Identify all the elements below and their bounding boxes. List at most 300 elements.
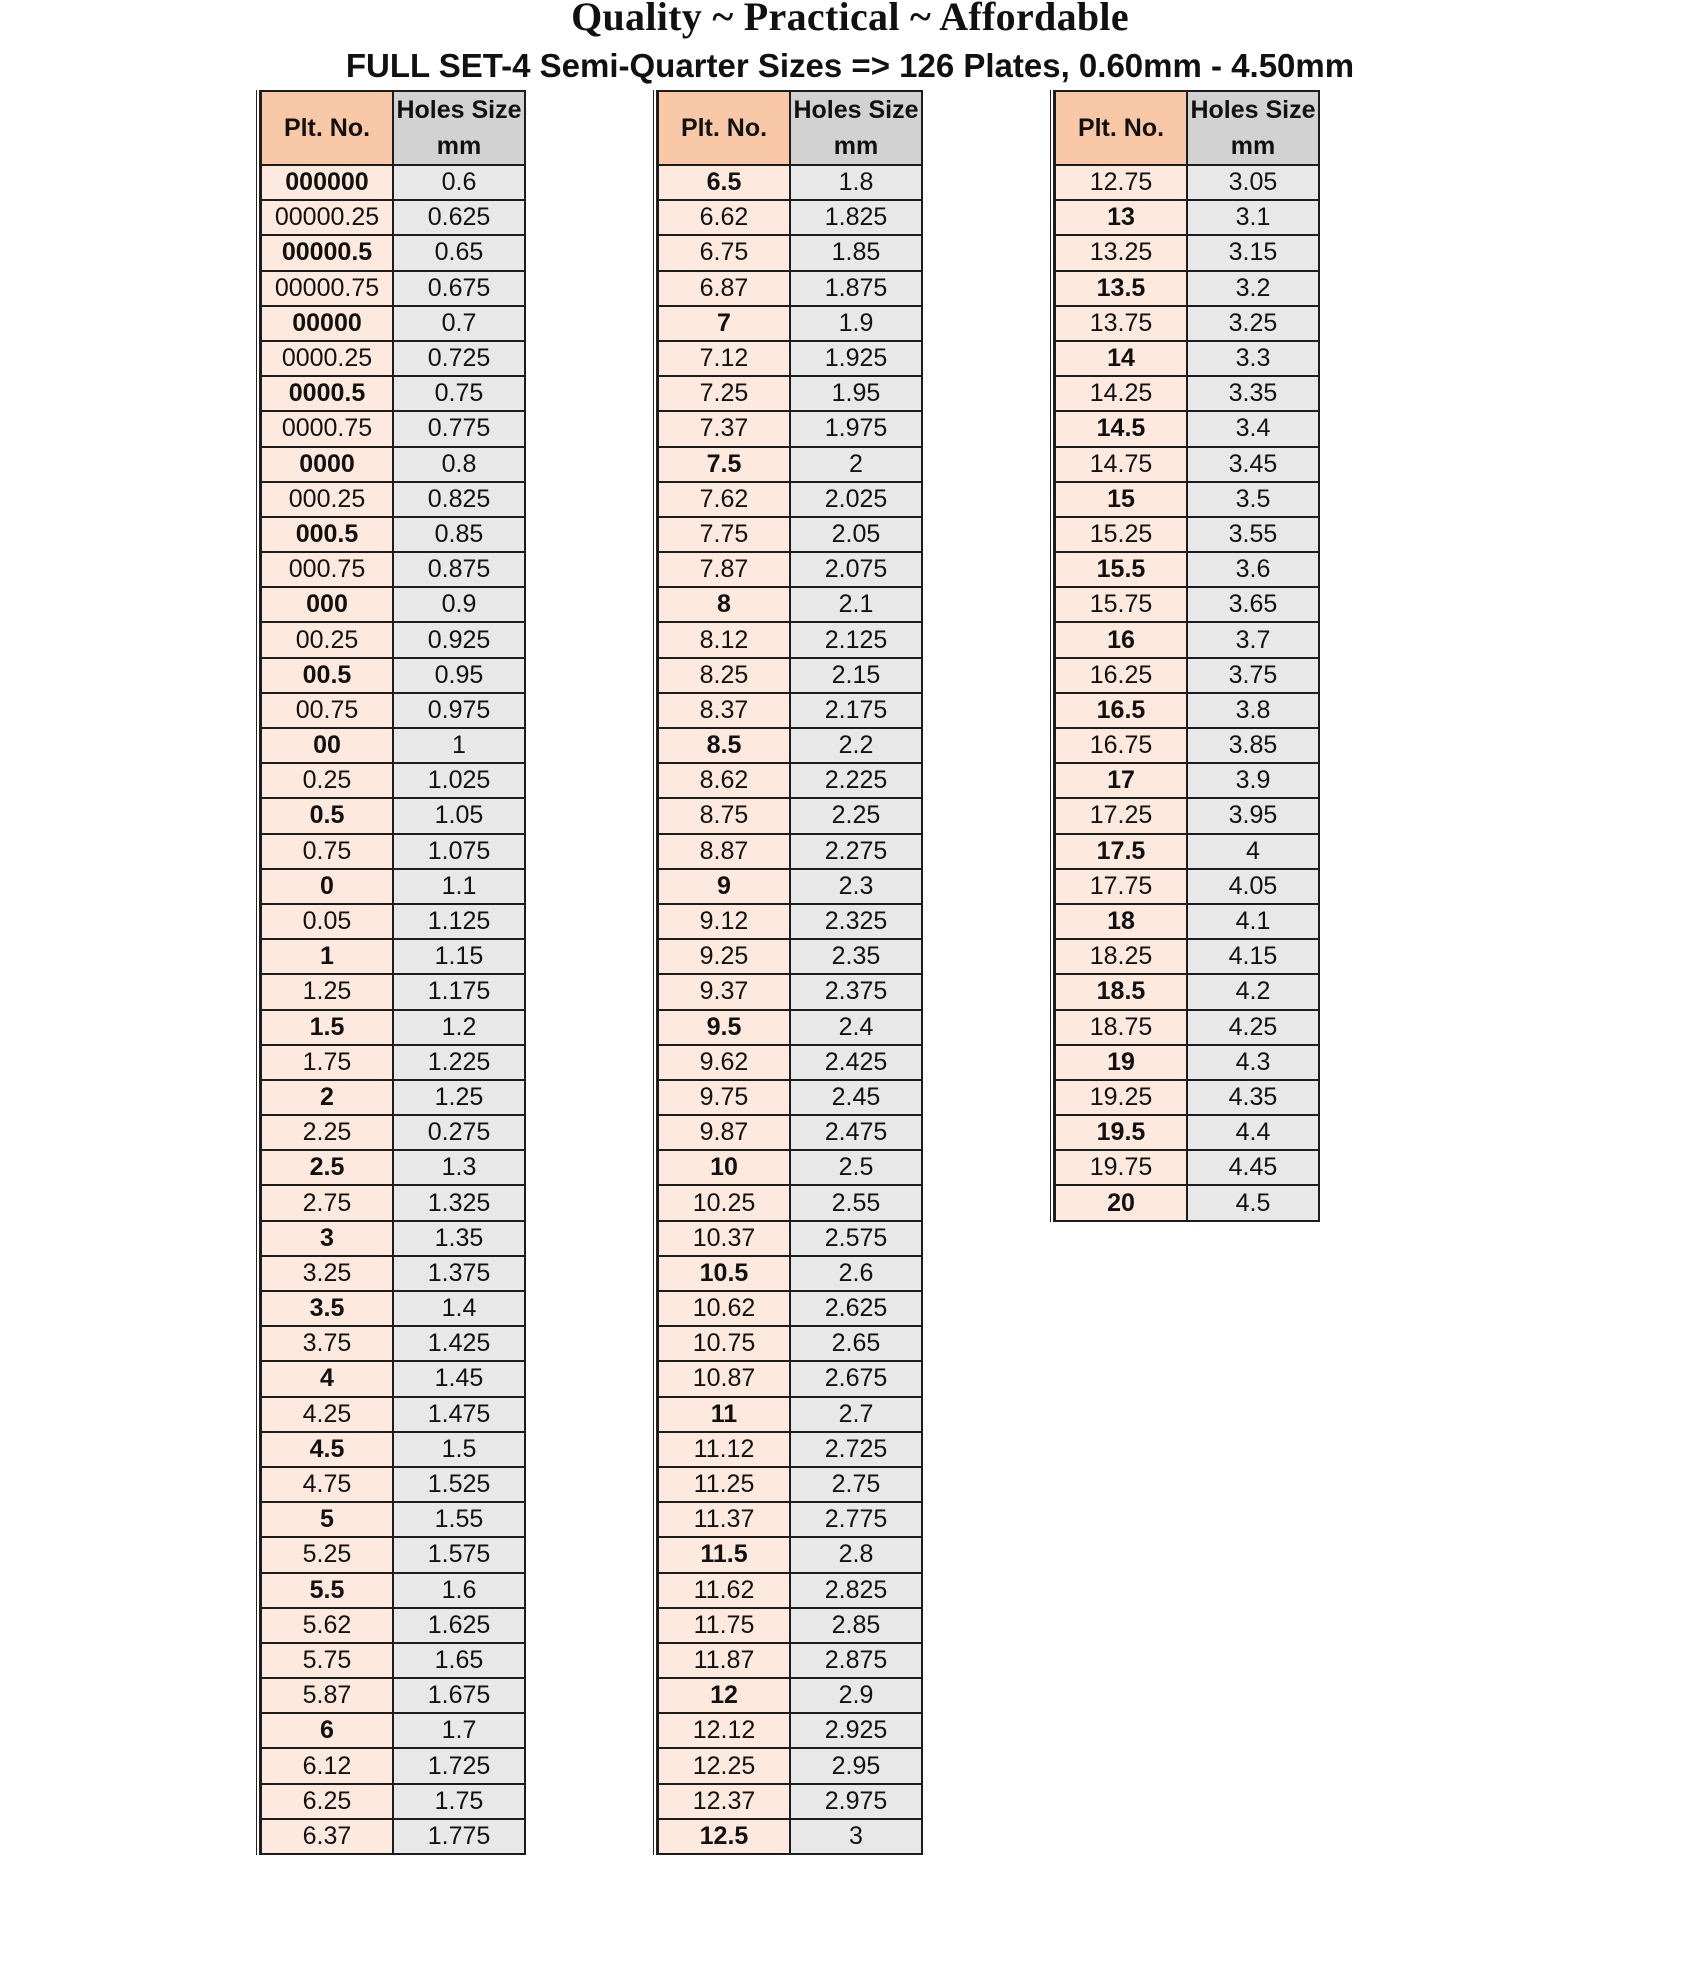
hole-size-cell: 2.025 <box>790 482 922 517</box>
hole-size-cell: 1.725 <box>393 1748 525 1783</box>
plate-number-cell: 17.25 <box>1055 798 1187 833</box>
plate-number-cell: 6.12 <box>261 1748 393 1783</box>
table-row <box>658 271 922 306</box>
table-row <box>658 1150 922 1185</box>
hole-size-cell: 1.575 <box>393 1537 525 1572</box>
table-row <box>658 235 922 270</box>
plate-number-cell: 16.5 <box>1055 693 1187 728</box>
hole-size-cell: 1.9 <box>790 306 922 341</box>
plate-number-cell: 10.37 <box>658 1221 790 1256</box>
plate-table-3 <box>1050 90 1320 1222</box>
plate-number-cell: 00000.5 <box>261 235 393 270</box>
table-row <box>1055 517 1319 552</box>
plate-number-cell: 7.87 <box>658 552 790 587</box>
table-row <box>1055 622 1319 657</box>
table-row <box>261 834 525 869</box>
plate-number-cell: 00000.75 <box>261 271 393 306</box>
plate-number-cell: 7.62 <box>658 482 790 517</box>
plate-number-cell: 3 <box>261 1221 393 1256</box>
hole-size-cell: 0.75 <box>393 376 525 411</box>
hole-size-cell: 2.5 <box>790 1150 922 1185</box>
hole-size-cell: 3.95 <box>1187 798 1319 833</box>
hole-size-cell: 3.55 <box>1187 517 1319 552</box>
table-row <box>261 974 525 1009</box>
plate-number-cell: 1.75 <box>261 1045 393 1080</box>
table-row <box>658 1045 922 1080</box>
table-row <box>658 1784 922 1819</box>
hole-size-cell: 0.675 <box>393 271 525 306</box>
hole-size-cell: 3.7 <box>1187 622 1319 657</box>
plate-number-cell: 10.75 <box>658 1326 790 1361</box>
hole-size-cell: 3.8 <box>1187 693 1319 728</box>
table-header-row <box>261 91 525 165</box>
table-row <box>261 341 525 376</box>
table-row <box>658 447 922 482</box>
hole-size-cell: 3.6 <box>1187 552 1319 587</box>
plate-number-cell: 9.62 <box>658 1045 790 1080</box>
table-row <box>658 1010 922 1045</box>
hole-size-cell: 2.6 <box>790 1256 922 1291</box>
plate-number-cell: 8.87 <box>658 834 790 869</box>
table-row <box>261 904 525 939</box>
table-row <box>261 1748 525 1783</box>
table-row <box>658 1819 922 1854</box>
table-row <box>261 165 525 200</box>
table-row <box>261 235 525 270</box>
plate-number-cell: 19.5 <box>1055 1115 1187 1150</box>
hole-size-cell: 4.5 <box>1187 1185 1319 1220</box>
table-row <box>261 1608 525 1643</box>
table-row <box>261 1678 525 1713</box>
table-row <box>658 1080 922 1115</box>
hole-size-cell: 1.5 <box>393 1432 525 1467</box>
hole-size-cell: 1.05 <box>393 798 525 833</box>
plate-number-cell: 2.25 <box>261 1115 393 1150</box>
plate-number-cell: 4.5 <box>261 1432 393 1467</box>
plate-number-cell: 13.75 <box>1055 306 1187 341</box>
hole-size-cell: 1.6 <box>393 1573 525 1608</box>
plate-number-cell: 12.37 <box>658 1784 790 1819</box>
plate-number-cell: 3.25 <box>261 1256 393 1291</box>
table-row <box>658 798 922 833</box>
plate-number-cell: 0.05 <box>261 904 393 939</box>
table-row <box>261 622 525 657</box>
plate-number-cell: 9 <box>658 869 790 904</box>
table-row <box>261 1256 525 1291</box>
hole-size-cell: 4.3 <box>1187 1045 1319 1080</box>
hole-size-cell: 2.975 <box>790 1784 922 1819</box>
table-row <box>261 798 525 833</box>
plate-number-cell: 13.25 <box>1055 235 1187 270</box>
hole-size-cell: 3.05 <box>1187 165 1319 200</box>
plate-number-cell: 00.75 <box>261 693 393 728</box>
hole-size-cell: 0.725 <box>393 341 525 376</box>
hole-size-cell: 1.15 <box>393 939 525 974</box>
plate-number-cell: 000 <box>261 587 393 622</box>
plate-number-cell: 0000.75 <box>261 411 393 446</box>
hole-size-cell: 1 <box>393 728 525 763</box>
table-row <box>261 1115 525 1150</box>
table-row <box>1055 165 1319 200</box>
table-row <box>658 376 922 411</box>
hole-size-cell: 3.25 <box>1187 306 1319 341</box>
plate-number-cell: 7.75 <box>658 517 790 552</box>
hole-size-cell: 1.875 <box>790 271 922 306</box>
hole-size-cell: 2.075 <box>790 552 922 587</box>
hole-size-cell: 2.7 <box>790 1397 922 1432</box>
plate-number-cell: 16.25 <box>1055 658 1187 693</box>
plate-number-cell: 8.75 <box>658 798 790 833</box>
plate-number-cell: 7.5 <box>658 447 790 482</box>
table-row <box>658 1256 922 1291</box>
hole-size-cell: 1.475 <box>393 1397 525 1432</box>
hole-size-cell: 1.8 <box>790 165 922 200</box>
plate-number-cell: 7.25 <box>658 376 790 411</box>
hole-size-cell: 0.625 <box>393 200 525 235</box>
plate-number-cell: 15.75 <box>1055 587 1187 622</box>
plate-number-cell: 10.87 <box>658 1361 790 1396</box>
plate-number-cell: 10.62 <box>658 1291 790 1326</box>
plate-number-cell: 10.5 <box>658 1256 790 1291</box>
table-row <box>658 974 922 1009</box>
hole-size-cell: 1.375 <box>393 1256 525 1291</box>
hole-size-cell: 2.55 <box>790 1185 922 1220</box>
plate-number-cell: 4 <box>261 1361 393 1396</box>
table-row <box>658 728 922 763</box>
plate-number-cell: 18.5 <box>1055 974 1187 1009</box>
table-row <box>261 1643 525 1678</box>
hole-size-cell: 2.275 <box>790 834 922 869</box>
hole-size-cell: 3.5 <box>1187 482 1319 517</box>
plate-number-cell: 5 <box>261 1502 393 1537</box>
plate-number-cell: 2 <box>261 1080 393 1115</box>
table-row <box>1055 763 1319 798</box>
table-row <box>1055 798 1319 833</box>
plate-number-cell: 11.5 <box>658 1537 790 1572</box>
plate-number-cell: 20 <box>1055 1185 1187 1220</box>
table-row <box>1055 376 1319 411</box>
hole-size-cell: 1.3 <box>393 1150 525 1185</box>
plate-number-cell: 11.12 <box>658 1432 790 1467</box>
table-row <box>261 1080 525 1115</box>
hole-size-cell: 2.625 <box>790 1291 922 1326</box>
plate-number-cell: 9.37 <box>658 974 790 1009</box>
table-row <box>658 306 922 341</box>
table-row <box>261 200 525 235</box>
plate-number-cell: 00.5 <box>261 658 393 693</box>
plate-size-table <box>1054 90 1320 1222</box>
hole-size-cell: 1.2 <box>393 1010 525 1045</box>
table-row <box>1055 1010 1319 1045</box>
table-row <box>261 1537 525 1572</box>
hole-size-cell: 0.275 <box>393 1115 525 1150</box>
hole-size-cell: 2 <box>790 447 922 482</box>
hole-size-cell: 4.25 <box>1187 1010 1319 1045</box>
hole-size-cell: 2.925 <box>790 1713 922 1748</box>
table-row <box>261 587 525 622</box>
table-row <box>261 482 525 517</box>
hole-size-cell: 4.45 <box>1187 1150 1319 1185</box>
table-row <box>261 1326 525 1361</box>
plate-number-cell: 13.5 <box>1055 271 1187 306</box>
table-row <box>658 1115 922 1150</box>
table-row <box>1055 411 1319 446</box>
hole-size-cell: 1.625 <box>393 1608 525 1643</box>
hole-size-cell: 0.9 <box>393 587 525 622</box>
plate-number-cell: 12 <box>658 1678 790 1713</box>
plate-number-cell: 16.75 <box>1055 728 1187 763</box>
plate-number-cell: 14.75 <box>1055 447 1187 482</box>
plate-number-cell: 17 <box>1055 763 1187 798</box>
plate-number-cell: 19.25 <box>1055 1080 1187 1115</box>
plate-number-cell: 7 <box>658 306 790 341</box>
plate-number-cell: 4.75 <box>261 1467 393 1502</box>
hole-size-header <box>1187 91 1319 165</box>
plate-number-cell: 3.5 <box>261 1291 393 1326</box>
table-row <box>261 1467 525 1502</box>
table-row <box>658 587 922 622</box>
table-row <box>658 1608 922 1643</box>
plate-number-cell: 14 <box>1055 341 1187 376</box>
plate-number-cell: 1.5 <box>261 1010 393 1045</box>
plate-number-cell: 5.87 <box>261 1678 393 1713</box>
table-row <box>1055 306 1319 341</box>
plate-number-cell: 11.75 <box>658 1608 790 1643</box>
plate-number-cell: 8.25 <box>658 658 790 693</box>
table-row <box>658 869 922 904</box>
hole-size-cell: 1.525 <box>393 1467 525 1502</box>
hole-size-cell: 0.975 <box>393 693 525 728</box>
table-row <box>1055 728 1319 763</box>
table-row <box>658 1397 922 1432</box>
table-row <box>1055 447 1319 482</box>
plate-number-cell: 11.62 <box>658 1573 790 1608</box>
plate-number-cell: 5.75 <box>261 1643 393 1678</box>
plate-number-cell: 11 <box>658 1397 790 1432</box>
plate-number-cell: 19 <box>1055 1045 1187 1080</box>
hole-size-cell: 2.85 <box>790 1608 922 1643</box>
plate-number-cell: 000.5 <box>261 517 393 552</box>
hole-size-cell: 2.575 <box>790 1221 922 1256</box>
hole-size-cell: 1.075 <box>393 834 525 869</box>
plate-number-cell: 16 <box>1055 622 1187 657</box>
table-row <box>261 658 525 693</box>
plate-number-cell: 000.25 <box>261 482 393 517</box>
plate-number-cell: 1.25 <box>261 974 393 1009</box>
hole-size-cell: 2.45 <box>790 1080 922 1115</box>
hole-size-header-unit: mm <box>833 132 879 160</box>
hole-size-cell: 4.4 <box>1187 1115 1319 1150</box>
plate-number-cell: 9.87 <box>658 1115 790 1150</box>
table-row <box>261 1361 525 1396</box>
plate-number-cell: 9.75 <box>658 1080 790 1115</box>
table-row <box>658 658 922 693</box>
table-row <box>261 1010 525 1045</box>
hole-size-cell: 4.05 <box>1187 869 1319 904</box>
hole-size-cell: 2.2 <box>790 728 922 763</box>
plate-number-cell: 00 <box>261 728 393 763</box>
table-row <box>1055 271 1319 306</box>
hole-size-cell: 2.95 <box>790 1748 922 1783</box>
table-row <box>1055 904 1319 939</box>
hole-size-header <box>790 91 922 165</box>
hole-size-cell: 2.3 <box>790 869 922 904</box>
plate-number-cell: 17.5 <box>1055 834 1187 869</box>
table-row <box>261 693 525 728</box>
hole-size-cell: 2.25 <box>790 798 922 833</box>
hole-size-cell: 1.225 <box>393 1045 525 1080</box>
hole-size-header-line1: Holes Size <box>396 96 522 124</box>
table-row <box>261 517 525 552</box>
hole-size-cell: 3.1 <box>1187 200 1319 235</box>
hole-size-cell: 2.75 <box>790 1467 922 1502</box>
table-row <box>658 1573 922 1608</box>
hole-size-header-unit: mm <box>1230 132 1276 160</box>
table-row <box>658 1221 922 1256</box>
plate-number-cell: 7.37 <box>658 411 790 446</box>
plate-number-cell: 14.25 <box>1055 376 1187 411</box>
table-row <box>658 622 922 657</box>
hole-size-cell: 0.65 <box>393 235 525 270</box>
plate-number-header: Plt. No. <box>658 91 790 165</box>
hole-size-cell: 3.85 <box>1187 728 1319 763</box>
plate-number-cell: 9.12 <box>658 904 790 939</box>
hole-size-cell: 0.875 <box>393 552 525 587</box>
hole-size-cell: 2.675 <box>790 1361 922 1396</box>
table-row <box>261 1502 525 1537</box>
hole-size-cell: 0.7 <box>393 306 525 341</box>
hole-size-cell: 2.825 <box>790 1573 922 1608</box>
plate-number-cell: 00000 <box>261 306 393 341</box>
plate-number-cell: 000000 <box>261 165 393 200</box>
hole-size-cell: 4.15 <box>1187 939 1319 974</box>
plate-number-cell: 0.5 <box>261 798 393 833</box>
table-row <box>261 1185 525 1220</box>
plate-number-cell: 9.5 <box>658 1010 790 1045</box>
table-row <box>658 1643 922 1678</box>
plate-number-cell: 6 <box>261 1713 393 1748</box>
hole-size-cell: 2.175 <box>790 693 922 728</box>
table-row <box>658 939 922 974</box>
hole-size-cell: 1.35 <box>393 1221 525 1256</box>
table-row <box>1055 341 1319 376</box>
plate-number-cell: 10.25 <box>658 1185 790 1220</box>
plate-size-table <box>657 90 923 1855</box>
table-row <box>261 1045 525 1080</box>
table-row <box>658 1291 922 1326</box>
plate-number-cell: 0000.25 <box>261 341 393 376</box>
table-row <box>658 1326 922 1361</box>
hole-size-cell: 0.8 <box>393 447 525 482</box>
table-row <box>1055 1115 1319 1150</box>
plate-table-1 <box>256 90 526 1855</box>
table-row <box>658 834 922 869</box>
hole-size-cell: 1.675 <box>393 1678 525 1713</box>
plate-number-cell: 14.5 <box>1055 411 1187 446</box>
plate-number-cell: 8.37 <box>658 693 790 728</box>
plate-number-cell: 0 <box>261 869 393 904</box>
plate-number-header: Plt. No. <box>1055 91 1187 165</box>
plate-number-cell: 00.25 <box>261 622 393 657</box>
plate-number-cell: 18.75 <box>1055 1010 1187 1045</box>
table-row <box>261 1784 525 1819</box>
plate-number-cell: 3.75 <box>261 1326 393 1361</box>
plate-number-cell: 2.5 <box>261 1150 393 1185</box>
table-row <box>1055 587 1319 622</box>
plate-number-cell: 6.5 <box>658 165 790 200</box>
table-row <box>658 200 922 235</box>
table-row <box>1055 235 1319 270</box>
plate-table-2 <box>653 90 923 1855</box>
plate-number-cell: 8.5 <box>658 728 790 763</box>
plate-number-cell: 15.5 <box>1055 552 1187 587</box>
hole-size-cell: 1.95 <box>790 376 922 411</box>
table-row <box>1055 552 1319 587</box>
hole-size-cell: 1.925 <box>790 341 922 376</box>
hole-size-cell: 1.825 <box>790 200 922 235</box>
hole-size-cell: 3.15 <box>1187 235 1319 270</box>
table-header-row <box>1055 91 1319 165</box>
plate-number-cell: 19.75 <box>1055 1150 1187 1185</box>
hole-size-header-unit: mm <box>436 132 482 160</box>
hole-size-header-line1: Holes Size <box>1190 96 1316 124</box>
plate-number-cell: 4.25 <box>261 1397 393 1432</box>
plate-number-cell: 6.25 <box>261 1784 393 1819</box>
table-row <box>1055 869 1319 904</box>
hole-size-cell: 1.1 <box>393 869 525 904</box>
table-row <box>1055 1080 1319 1115</box>
plate-number-cell: 8 <box>658 587 790 622</box>
plate-number-cell: 00000.25 <box>261 200 393 235</box>
plate-number-cell: 8.12 <box>658 622 790 657</box>
hole-size-cell: 3.9 <box>1187 763 1319 798</box>
table-row <box>261 728 525 763</box>
hole-size-cell: 2.725 <box>790 1432 922 1467</box>
hole-size-cell: 3 <box>790 1819 922 1854</box>
hole-size-cell: 0.85 <box>393 517 525 552</box>
plate-number-header: Plt. No. <box>261 91 393 165</box>
hole-size-cell: 0.6 <box>393 165 525 200</box>
hole-size-cell: 1.775 <box>393 1819 525 1854</box>
table-row <box>261 1397 525 1432</box>
hole-size-cell: 2.8 <box>790 1537 922 1572</box>
table-row <box>1055 939 1319 974</box>
plate-number-cell: 0.25 <box>261 763 393 798</box>
table-row <box>261 552 525 587</box>
plate-number-cell: 18 <box>1055 904 1187 939</box>
table-row <box>1055 693 1319 728</box>
table-row <box>1055 974 1319 1009</box>
page-subtitle: FULL SET-4 Semi-Quarter Sizes => 126 Plates, 0.60mm - 4.50mm <box>345 47 1355 84</box>
table-row <box>261 447 525 482</box>
table-row <box>658 1537 922 1572</box>
table-row <box>1055 658 1319 693</box>
table-row <box>261 1713 525 1748</box>
table-row <box>658 1502 922 1537</box>
hole-size-cell: 2.05 <box>790 517 922 552</box>
hole-size-cell: 2.225 <box>790 763 922 798</box>
hole-size-cell: 3.2 <box>1187 271 1319 306</box>
hole-size-cell: 2.775 <box>790 1502 922 1537</box>
plate-number-cell: 6.37 <box>261 1819 393 1854</box>
hole-size-cell: 3.45 <box>1187 447 1319 482</box>
plate-number-cell: 7.12 <box>658 341 790 376</box>
table-row <box>658 411 922 446</box>
plate-number-cell: 17.75 <box>1055 869 1187 904</box>
plate-size-table <box>260 90 526 1855</box>
table-row <box>658 517 922 552</box>
hole-size-cell: 1.75 <box>393 1784 525 1819</box>
